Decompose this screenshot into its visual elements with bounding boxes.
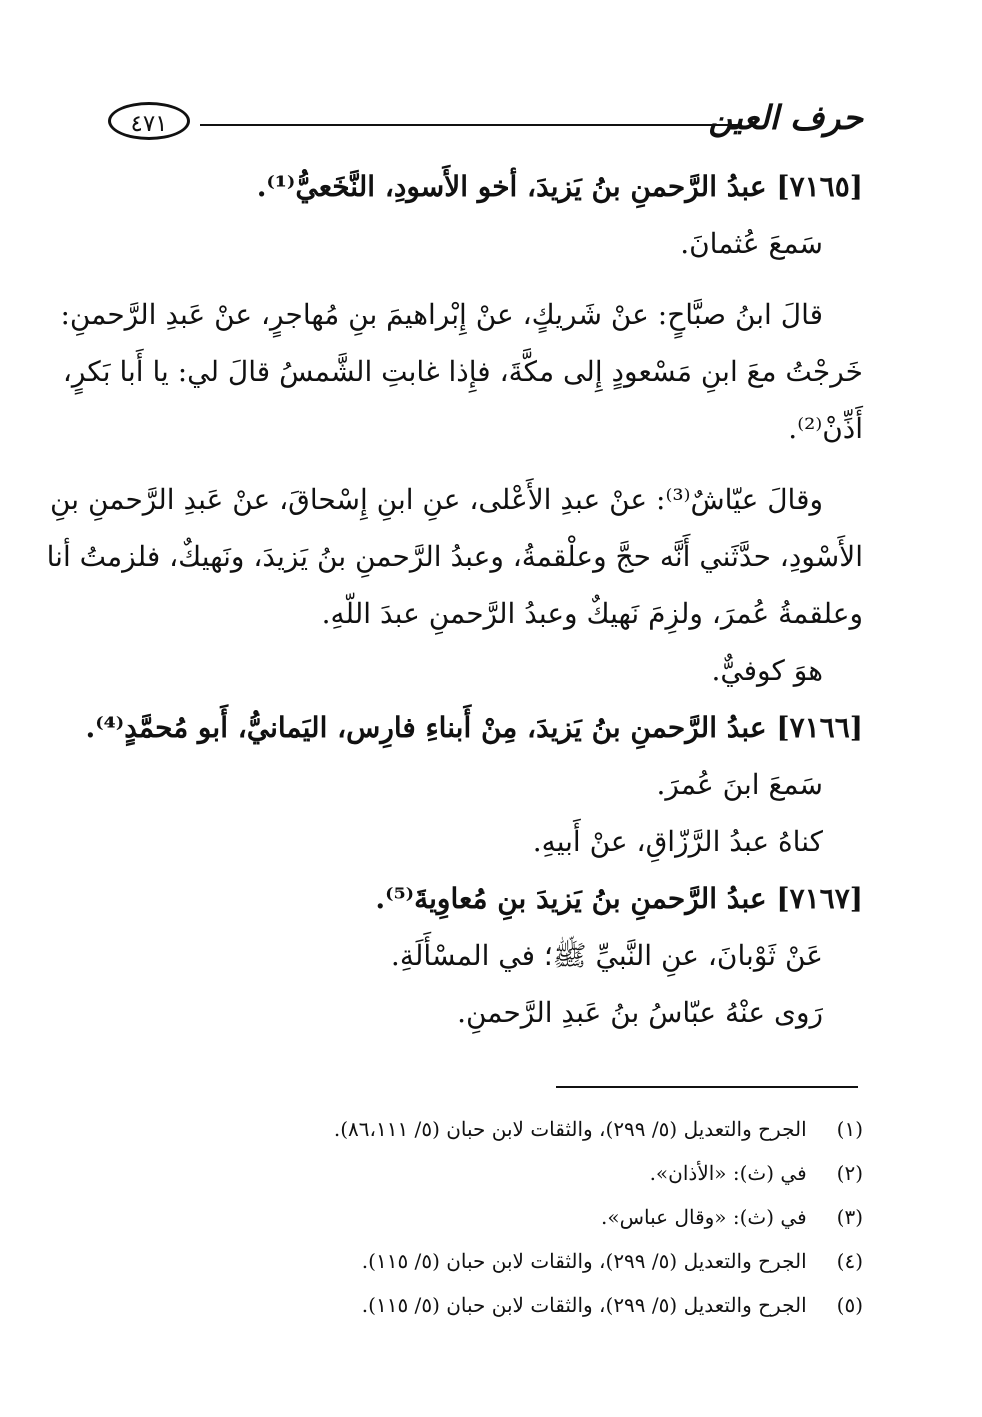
footnote-number: (٣)	[836, 1205, 863, 1229]
footnote-text: الجرح والتعديل (٥/ ٢٩٩)، والثقات لابن حبان (٥/ ١١٥).	[361, 1249, 807, 1273]
footnote-separator	[556, 1086, 858, 1088]
footnote-text: في (ث): «الأذان».	[649, 1161, 807, 1185]
footnote-number: (٤)	[836, 1249, 863, 1273]
text-line: الأَسْودِ، حدَّثَني أَنَّه حجَّ وعلْقمةُ، وعبدُ الرَّحمنِ بنُ يَزيدَ، ونَهيكٌ، فلزمتُ أنا	[46, 540, 863, 573]
footnote-text: في (ث): «وقال عباس».	[601, 1205, 807, 1229]
entry-heading-7167: [٧١٦٧] عبدُ الرَّحمنِ بنُ يَزيدَ بنِ مُعاوِيةَ⁽⁵⁾.	[375, 882, 863, 915]
entry-heading-7166: [٧١٦٦] عبدُ الرَّحمنِ بنُ يَزيدَ، مِنْ أَبناءِ فارِس، اليَمانيُّ، أَبو مُحمَّدٍ⁽⁴⁾.	[85, 711, 863, 744]
footnote-text: الجرح والتعديل (٥/ ٢٩٩)، والثقات لابن حبان (٥/ ٨٦،١١١).	[333, 1117, 807, 1141]
running-header	[108, 98, 863, 148]
footnote-number: (٥)	[836, 1293, 863, 1317]
text-line: عَنْ ثَوْبانَ، عنِ النَّبيِّ ﷺ؛ في المسْأَلَةِ.	[390, 939, 823, 972]
text-line: رَوى عنْهُ عبّاسُ بنُ عَبدِ الرَّحمنِ.	[457, 996, 823, 1029]
page-number: ٤٧١	[108, 102, 190, 140]
footnote-number: (٢)	[836, 1161, 863, 1185]
text-line: سَمعَ ابنَ عُمرَ.	[656, 768, 823, 801]
footnote-4	[200, 1239, 863, 1283]
text-line: هوَ كوفيٌّ.	[711, 654, 823, 687]
main-text	[46, 158, 863, 1041]
text-line: أَذِّنْ⁽²⁾.	[788, 412, 863, 445]
text-line: قالَ ابنُ صبَّاحٍ: عنْ شَريكٍ، عنْ إِبْراهيمَ بنِ مُهاجرٍ، عنْ عَبدِ الرَّحمنِ:	[60, 298, 823, 331]
footnote-text: الجرح والتعديل (٥/ ٢٩٩)، والثقات لابن حبان (٥/ ١١٥).	[361, 1293, 807, 1317]
text-line: سَمعَ عُثمانَ.	[680, 227, 823, 260]
footnotes	[200, 1107, 863, 1327]
footnote-5	[200, 1283, 863, 1327]
footnote-number: (١)	[836, 1117, 863, 1141]
text-line: وقالَ عيّاشٌ⁽³⁾: عنْ عبدِ الأَعْلى، عنِ ابنِ إِسْحاقَ، عنْ عَبدِ الرَّحمنِ بنِ	[49, 483, 823, 516]
footnote-1	[200, 1107, 863, 1151]
text-line: خَرجْتُ معَ ابنِ مَسْعودٍ إِلى مكَّةَ، فإِذا غابتِ الشَّمسُ قالَ لي: يا أَبا بَكرٍ،	[62, 355, 863, 388]
header-rule	[200, 124, 741, 126]
footnote-3	[200, 1195, 863, 1239]
footnote-2	[200, 1151, 863, 1195]
chapter-title: حرف العين	[708, 98, 863, 137]
text-line: وعلقمةُ عُمرَ، ولزِمَ نَهيكٌ وعبدُ الرَّحمنِ عبدَ اللّهِ.	[321, 597, 863, 630]
entry-heading-7165: [٧١٦٥] عبدُ الرَّحمنِ بنُ يَزيدَ، أخو الأَسودِ، النَّخَعيُّ⁽¹⁾.	[256, 170, 863, 203]
text-line: كناهُ عبدُ الرَّزّاقِ، عنْ أَبيهِ.	[532, 825, 823, 858]
